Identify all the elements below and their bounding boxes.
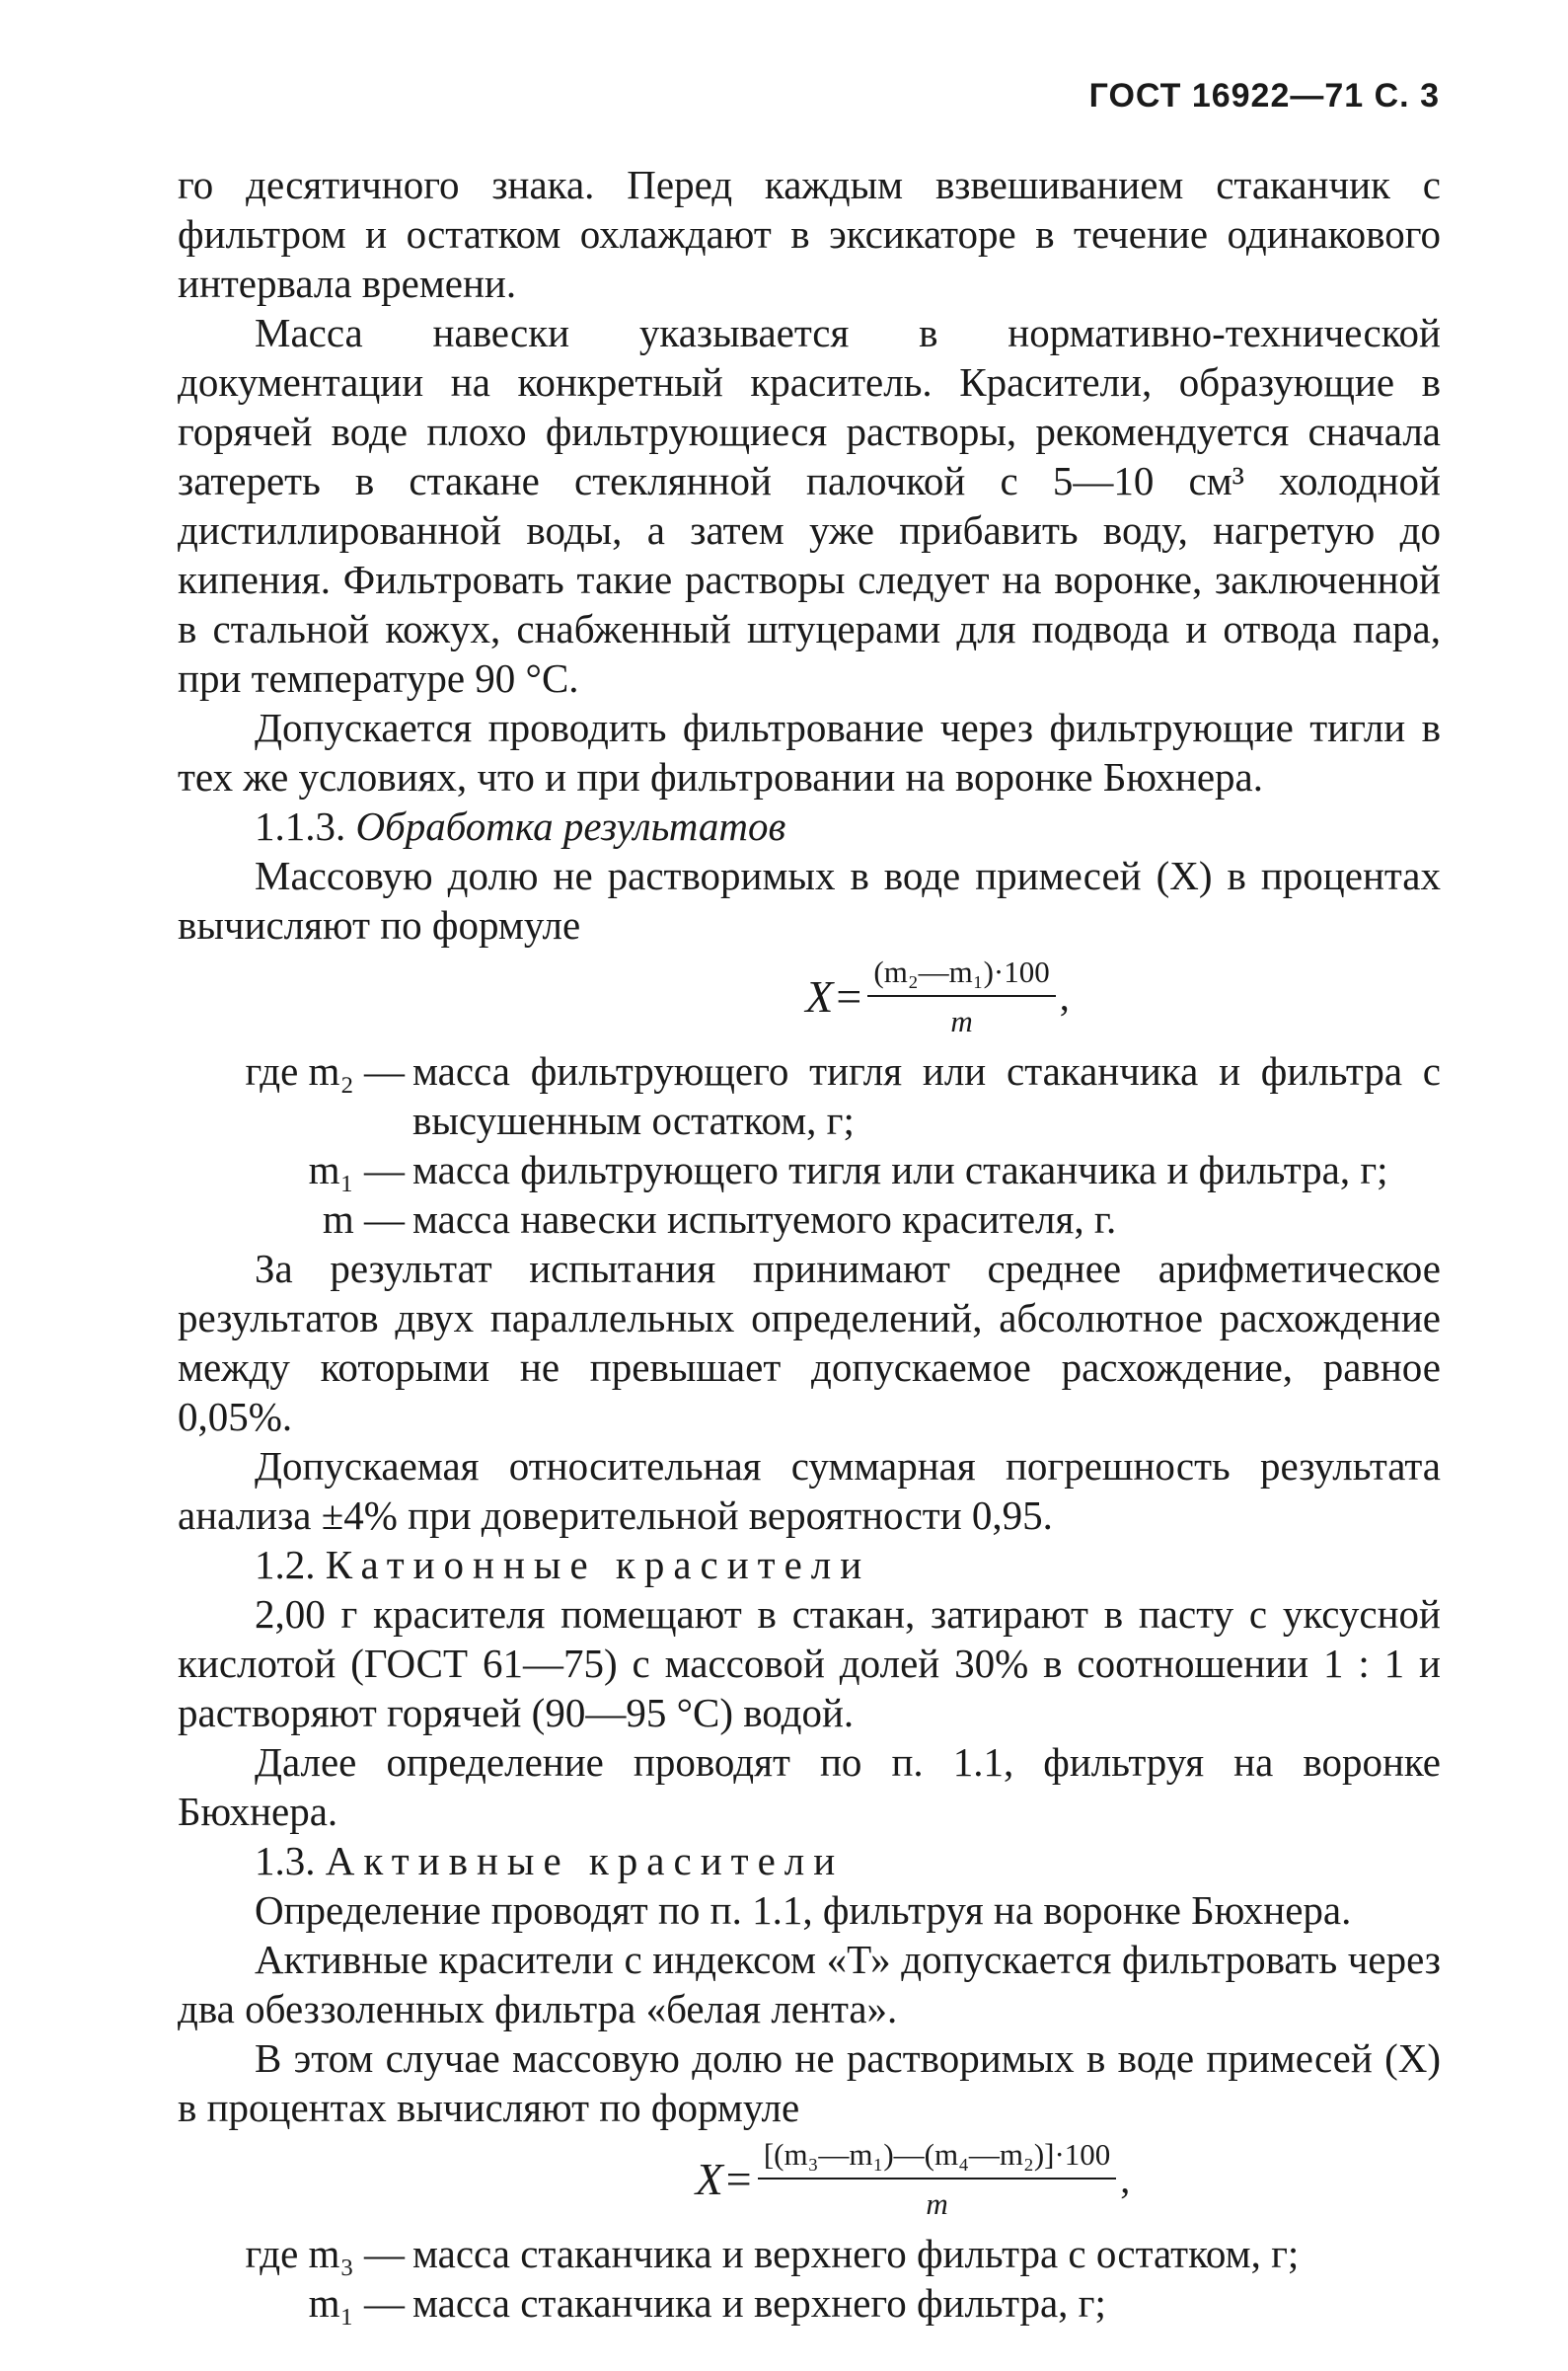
legend-term: m₁ —: [308, 2280, 405, 2326]
paragraph: Масса навески указывается в нормативно-технической документации на конкретный краситель. Красители, образующие в горячей воде плохо фильтрующиеся растворы, рекомендуется сначала затереть в стакане стеклянной палочкой с 5—10 см³ холодной дистиллированной воды, а затем уже прибавить воду, нагретую до кипения. Фильтровать такие растворы следует на воронке, заключенной в стальной кожух, снабженный штуцерами для подвода и отвода пара, при температуре 90 °С.: [178, 310, 1441, 701]
legend-desc: масса стаканчика и верхнего фильтра с остатком, г;: [412, 2231, 1300, 2276]
legend-row: [178, 1046, 1441, 1145]
legend-term: m₁ —: [308, 1147, 405, 1192]
variables-legend-2: [178, 2229, 1299, 2328]
formula-denominator: m: [950, 1004, 973, 1038]
section-number: 1.2.: [255, 1542, 316, 1587]
paragraph: Активные красители с индексом «Т» допускается фильтровать через два обеззоленных фильтра «белая лента».: [178, 1937, 1441, 2031]
formula-numerator: [(m₃—m₁)—(m₄—m₂)]·100: [758, 2136, 1116, 2180]
formula-lhs: X=: [695, 2154, 754, 2204]
legend-desc: масса навески испытуемого красителя, г.: [412, 1196, 1117, 1242]
section-heading-1-1-3: [178, 802, 1441, 851]
formula-2: [178, 2136, 1441, 2223]
paragraph: Допускаемая относительная суммарная погрешность результата анализа ±4% при доверительной вероятности 0,95.: [178, 1443, 1441, 1538]
formula-punctuation: ,: [1059, 974, 1070, 1019]
variables-legend-1: [178, 1046, 1441, 1244]
document-body: [178, 160, 1441, 2328]
formula-fraction: [758, 2136, 1116, 2223]
legend-row: [178, 2278, 1299, 2328]
legend-row: [178, 2229, 1299, 2278]
section-heading-1-2: [178, 1540, 1441, 1589]
legend-desc: масса стаканчика и верхнего фильтра, г;: [412, 2280, 1106, 2326]
legend-desc: масса фильтрующего тигля или стаканчика и фильтра, г;: [412, 1147, 1388, 1192]
paragraph: го десятичного знака. Перед каждым взвешиванием стаканчик с фильтром и остатком охлаждают в эксикаторе в течение одинакового интервала времени.: [178, 162, 1441, 306]
section-title: Катионные красители: [325, 1542, 871, 1587]
formula-numerator: (m₂—m₁)·100: [867, 954, 1055, 997]
formula-lhs: X=: [805, 971, 864, 1022]
legend-term: m —: [322, 1196, 405, 1242]
section-number: 1.3.: [255, 1838, 316, 1883]
legend-term: где m₂ —: [245, 1048, 405, 1094]
section-heading-1-3: [178, 1836, 1441, 1885]
legend-term: где m₃ —: [245, 2231, 405, 2276]
paragraph: Допускается проводить фильтрование через фильтрующие тигли в тех же условиях, что и при фильтровании на воронке Бюхнера.: [178, 705, 1441, 800]
paragraph: Далее определение проводят по п. 1.1, фильтруя на воронке Бюхнера.: [178, 1739, 1441, 1834]
section-title: Активные красители: [325, 1838, 845, 1883]
formula-fraction: [867, 954, 1055, 1040]
paragraph: В этом случае массовую долю не растворимых в воде примесей (X) в процентах вычисляют по формуле: [178, 2035, 1441, 2130]
page-header: ГОСТ 16922—71 С. 3: [1088, 77, 1440, 115]
paragraph: Массовую долю не растворимых в воде примесей (X) в процентах вычисляют по формуле: [178, 853, 1441, 948]
legend-desc: масса фильтрующего тигля или стаканчика и фильтра с высушенным остатком, г;: [412, 1048, 1441, 1143]
legend-row: [178, 1145, 1441, 1194]
section-number: 1.1.3.: [255, 803, 346, 849]
paragraph: Определение проводят по п. 1.1, фильтруя на воронке Бюхнера.: [255, 1887, 1352, 1933]
formula-denominator: m: [926, 2186, 948, 2221]
formula-1: [178, 954, 1441, 1040]
paragraph: 2,00 г красителя помещают в стакан, затирают в пасту с уксусной кислотой (ГОСТ 61—75) с массовой долей 30% в соотношении 1 : 1 и растворяют горячей (90—95 °С) водой.: [178, 1591, 1441, 1735]
paragraph: За результат испытания принимают среднее арифметическое результатов двух параллельных определений, абсолютное расхождение между которыми не превышает допускаемое расхождение, равное 0,05%.: [178, 1246, 1441, 1439]
formula-punctuation: ,: [1120, 2157, 1131, 2201]
legend-row: [178, 1194, 1441, 1244]
section-title: Обработка результатов: [355, 803, 786, 849]
